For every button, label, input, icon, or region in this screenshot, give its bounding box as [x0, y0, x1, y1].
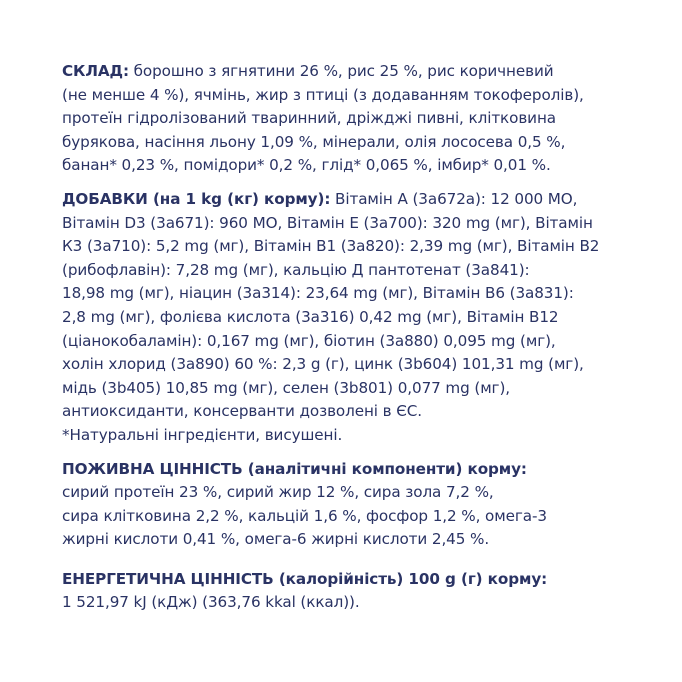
energy-section	[62, 568, 662, 615]
nutrition-section	[62, 458, 662, 552]
composition-first-line	[62, 60, 662, 84]
energy-heading: ЕНЕРГЕТИЧНА ЦІННІСТЬ (калорійність) 100 g (г) корму:	[62, 569, 548, 588]
additives-line: Вітамін D3 (3а671): 960 МО, Вітамін Е (3а700): 320 mg (мг), Вітамін	[62, 213, 593, 232]
composition-line: протеїн гідролізований тваринний, дріжджі пивні, клітковина	[62, 109, 556, 128]
additives-section	[62, 188, 662, 448]
nutrition-line: сира клітковина 2,2 %, кальцій 1,6 %, фосфор 1,2 %, омега-3	[62, 506, 547, 525]
additives-line: 2,8 mg (мг), фолієва кислота (3а316) 0,42 mg (мг), Вітамін В12	[62, 307, 559, 326]
additives-line: 18,98 mg (мг), ніацин (3а314): 23,64 mg (мг), Вітамін В6 (3а831):	[62, 284, 574, 303]
composition-heading: СКЛАД:	[62, 62, 129, 80]
additives-line: (ціанокобаламін): 0,167 mg (мг), біотин (3а880) 0,095 mg (мг),	[62, 331, 556, 350]
energy-value: 1 521,97 kJ (кДж) (363,76 kkal (ккал)).	[62, 593, 360, 612]
additives-heading: ДОБАВКИ (на 1 kg (кг) корму):	[62, 189, 331, 208]
nutrition-line: сирий протеїн 23 %, сирий жир 12 %, сира зола 7,2 %,	[62, 483, 494, 502]
label-text	[62, 60, 662, 615]
natural-ingredients-note: *Натуральні інгредієнти, висушені.	[62, 425, 343, 444]
additives-first-line	[62, 188, 662, 212]
composition-text: борошно з ягнятини 26 %, рис 25 %, рис коричневий	[128, 62, 554, 80]
composition-line: (не менше 4 %), ячмінь, жир з птиці (з додаванням токоферолів),	[62, 85, 584, 104]
additives-line: мідь (3b405) 10,85 mg (мг), селен (3b801) 0,077 mg (мг),	[62, 378, 510, 397]
additives-text: Вітамін А (3а672а): 12 000 МО,	[330, 189, 578, 208]
additives-line: К3 (3а710): 5,2 mg (мг), Вітамін В1 (3а820): 2,39 mg (мг), Вітамін В2	[62, 237, 600, 256]
composition-line: бурякова, насіння льону 1,09 %, мінерали, олія лососева 0,5 %,	[62, 132, 566, 151]
composition-line: банан* 0,23 %, помідори* 0,2 %, глід* 0,065 %, імбир* 0,01 %.	[62, 156, 551, 175]
additives-line: антиоксиданти, консерванти дозволені в ЄС.	[62, 402, 422, 421]
composition-section	[62, 60, 662, 178]
nutrition-heading: ПОЖИВНА ЦІННІСТЬ (аналітичні компоненти) корму:	[62, 459, 527, 478]
nutrition-line: жирні кислоти 0,41 %, омега-6 жирні кислоти 2,45 %.	[62, 530, 490, 549]
additives-line: (рибофлавін): 7,28 mg (мг), кальцію Д пантотенат (3а841):	[62, 260, 530, 279]
additives-line: холін хлорид (3а890) 60 %: 2,3 g (г), цинк (3b604) 101,31 mg (мг),	[62, 355, 584, 374]
